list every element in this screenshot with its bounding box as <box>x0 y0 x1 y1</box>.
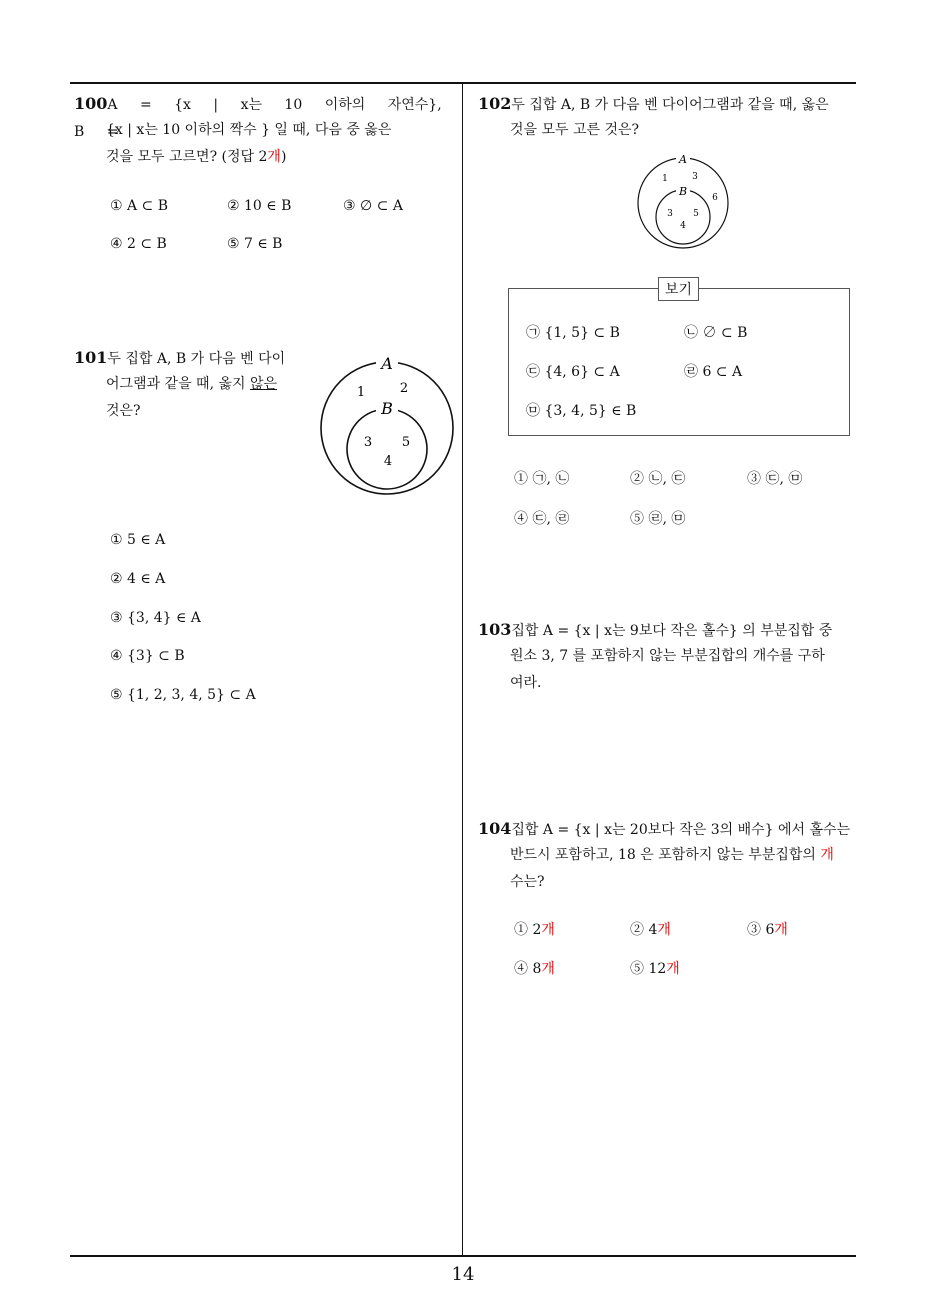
q101-venn-diagram <box>318 350 458 500</box>
q100-option-3[interactable]: ③ ∅ ⊂ A <box>343 198 403 214</box>
q101-venn-elem: 3 <box>363 435 373 450</box>
q101-venn-label-b: B <box>381 399 393 418</box>
question-104-line2: 반드시 포함하고, 18 은 포함하지 않는 부분집합의 <box>510 847 821 863</box>
q104-option-4-unit: 개 <box>541 961 555 977</box>
q104-option-3-unit: 개 <box>774 922 788 938</box>
q102-venn-elem: 5 <box>693 209 699 219</box>
question-102-line2: 것을 모두 고른 것은? <box>510 122 640 138</box>
q102-bogi-title: 보기 <box>658 277 699 301</box>
q101-option-2[interactable]: ② 4 ∈ A <box>110 571 166 587</box>
question-104-line3: 수는? <box>510 874 545 890</box>
q100-option-1[interactable]: ① A ⊂ B <box>110 198 169 214</box>
question-102-line1: 두 집합 A, B 가 다음 벤 다이어그램과 같을 때, 옳은 <box>511 97 829 113</box>
q102-venn-label-b: B <box>678 185 688 198</box>
q102-bogi-item-2: ㉡ ∅ ⊂ B <box>684 325 748 341</box>
q102-venn-elem: 1 <box>662 174 668 184</box>
q101-venn-elem: 4 <box>383 454 393 469</box>
q104-option-3[interactable] <box>747 919 788 939</box>
q102-venn-elem: 3 <box>692 172 698 182</box>
q102-venn-elem: 6 <box>712 193 718 203</box>
q101-venn-outer-circle <box>321 362 453 494</box>
question-104-line1: 집합 A = {x | x는 20보다 작은 3의 배수} 에서 홀수는 <box>511 822 851 838</box>
q102-bogi-item-5: ㉤ {3, 4, 5} ∈ B <box>526 403 637 419</box>
bottom-rule <box>70 1255 856 1257</box>
q102-venn-outer-circle <box>638 158 728 248</box>
question-100-number: 100 <box>74 94 108 113</box>
question-102-number: 102 <box>478 94 512 113</box>
q101-option-5[interactable]: ⑤ {1, 2, 3, 4, 5} ⊂ A <box>110 687 256 703</box>
question-103-line1: 집합 A = {x | x는 9보다 작은 홀수} 의 부분집합 중 <box>511 623 833 639</box>
q102-venn-inner-circle <box>656 190 710 244</box>
q104-option-2-unit: 개 <box>657 922 671 938</box>
q104-option-4-value: ④ 8 <box>514 961 542 977</box>
q102-venn-label-a: A <box>679 153 687 166</box>
question-103-line2: 원소 3, 7 를 포함하지 않는 부분집합의 개수를 구하 <box>510 648 825 664</box>
q102-option-3[interactable]: ③ ㉢, ㉤ <box>747 471 803 487</box>
question-101-underlined-word: 않은 <box>249 376 278 392</box>
q100-option-2[interactable]: ② 10 ∈ B <box>227 198 292 214</box>
q104-option-3-value: ③ 6 <box>747 922 775 938</box>
q102-bogi-item-1: ㉠ {1, 5} ⊂ B <box>526 325 620 341</box>
q104-option-4[interactable] <box>514 958 555 978</box>
q102-venn-elem: 3 <box>667 209 673 219</box>
page-number: 14 <box>451 1264 475 1285</box>
q104-option-5[interactable] <box>630 958 680 978</box>
question-100-line3: 것을 모두 고르면? (정답 2 <box>106 149 268 165</box>
column-divider <box>462 83 463 1256</box>
question-101-line2: 어그램과 같을 때, 옳지 <box>106 376 250 392</box>
q100-option-4[interactable]: ④ 2 ⊂ B <box>110 236 167 252</box>
q101-option-4[interactable]: ④ {3} ⊂ B <box>110 648 185 664</box>
q101-option-3[interactable]: ③ {3, 4} ∈ A <box>110 610 201 626</box>
q102-option-5[interactable]: ⑤ ㉣, ㉤ <box>630 511 686 527</box>
q102-option-1[interactable]: ① ㉠, ㉡ <box>514 471 570 487</box>
question-101-line3: 것은? <box>106 403 141 419</box>
q102-option-4[interactable]: ④ ㉢, ㉣ <box>514 511 570 527</box>
q101-venn-label-a: A <box>381 354 393 373</box>
question-101-number: 101 <box>74 348 108 367</box>
q101-venn-elem: 5 <box>401 435 411 450</box>
question-100-line3-end: ) <box>280 149 287 165</box>
q102-venn-diagram <box>636 150 732 254</box>
q102-option-2[interactable]: ② ㉡, ㉢ <box>630 471 686 487</box>
q104-option-1-unit: 개 <box>541 922 555 938</box>
q101-venn-elem: 2 <box>399 381 409 396</box>
q102-bogi-item-3: ㉢ {4, 6} ⊂ A <box>526 364 620 380</box>
q101-venn-inner-circle <box>347 409 427 489</box>
q102-bogi-item-4: ㉣ 6 ⊂ A <box>684 364 743 380</box>
question-104-unit: 개 <box>820 847 834 863</box>
q104-option-5-unit: 개 <box>666 961 680 977</box>
question-103-number: 103 <box>478 620 512 639</box>
q104-option-1[interactable] <box>514 919 555 939</box>
q104-option-2-value: ② 4 <box>630 922 658 938</box>
q104-option-2[interactable] <box>630 919 671 939</box>
question-100-line1: A = {x | x는 10 이하의 자연수}, B = <box>74 97 442 140</box>
question-100-line2: {x | x는 10 이하의 짝수 } 일 때, 다음 중 옳은 <box>106 122 392 138</box>
q102-venn-elem: 4 <box>680 221 686 231</box>
question-101-line1: 두 집합 A, B 가 다음 벤 다이 <box>107 351 286 367</box>
question-100-unit: 개 <box>267 149 281 165</box>
q101-venn-elem: 1 <box>356 385 366 400</box>
q101-option-1[interactable]: ① 5 ∈ A <box>110 532 166 548</box>
question-104-number: 104 <box>478 819 512 838</box>
q104-option-1-value: ① 2 <box>514 922 542 938</box>
q104-option-5-value: ⑤ 12 <box>630 961 667 977</box>
top-rule <box>70 82 856 84</box>
q100-option-5[interactable]: ⑤ 7 ∈ B <box>227 236 283 252</box>
question-103-line3: 여라. <box>510 675 542 691</box>
